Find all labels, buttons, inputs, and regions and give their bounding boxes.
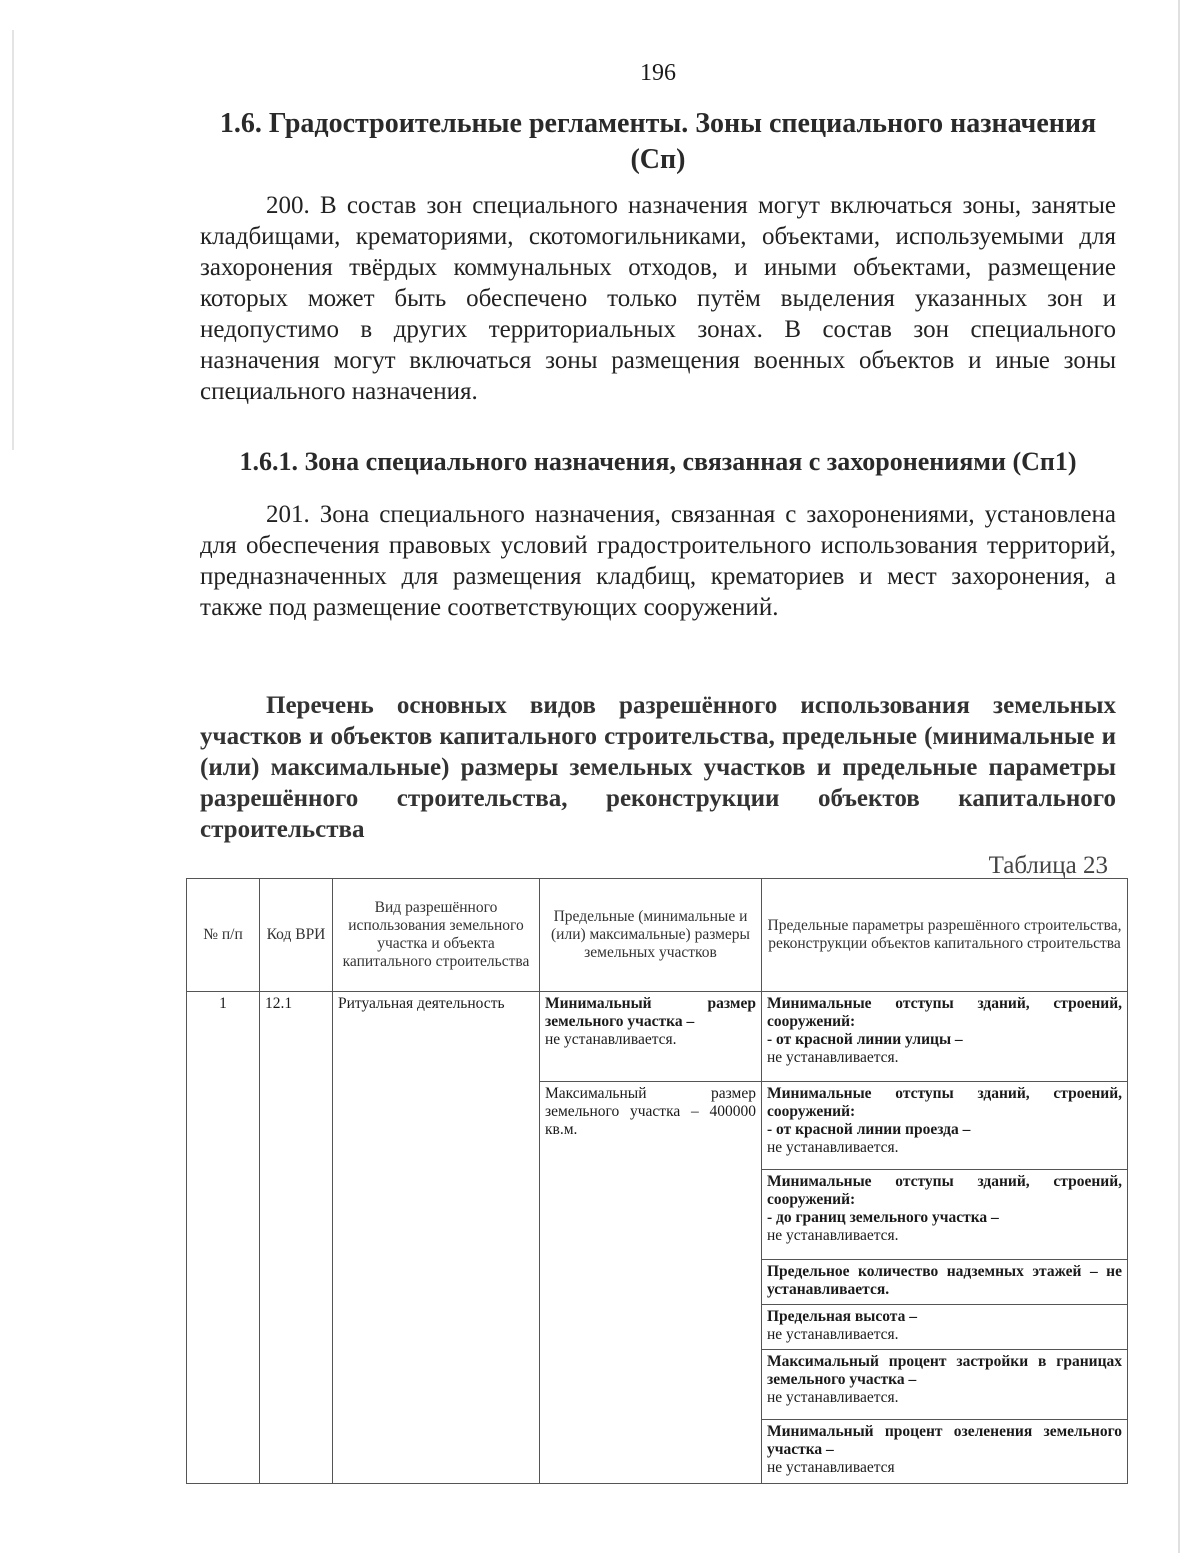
- param-cell: [762, 992, 1128, 1082]
- header-sizes: Предельные (минимальные и (или) максимальные) размеры земельных участков: [540, 879, 762, 992]
- param-cell: [762, 1082, 1128, 1170]
- table-header-row: [187, 879, 1128, 992]
- list-title-text: Перечень основных видов разрешённого использования земельных участков и объектов капитального строительства, предельные (минимальные и (или) максимальные) размеры земельных участков и предельные параметры разрешённого строительства, реконструкции объектов капитального строительства: [200, 692, 1116, 843]
- param-title: Предельная высота –: [767, 1308, 917, 1325]
- header-use: Вид разрешённого использования земельного участка и объекта капитального строительства: [333, 879, 540, 992]
- param-title: Предельное количество надземных этажей – не устанавливается.: [767, 1263, 1122, 1298]
- param-title: Минимальные отступы зданий, строений, сооружений:: [767, 1173, 1122, 1208]
- param-title: Минимальный процент озеленения земельного участка –: [767, 1423, 1122, 1458]
- size-min-cell: [540, 992, 762, 1082]
- param-value: не устанавливается.: [767, 1389, 899, 1406]
- param-cell: [762, 1305, 1128, 1350]
- list-title: [200, 690, 1116, 845]
- paragraph-200: [200, 190, 1116, 407]
- paragraph-201-text: 201. Зона специального назначения, связанная с захоронениями, установлена для обеспечения правовых условий градостроительного использования территорий, предназначенных для размещения кладбищ, крематориев и мест захоронения, а также под размещение соответствующих сооружений.: [200, 501, 1116, 621]
- row-code: 12.1: [260, 992, 333, 1484]
- param-cell: [762, 1260, 1128, 1305]
- param-value: не устанавливается: [767, 1459, 895, 1476]
- header-code: Код ВРИ: [260, 879, 333, 992]
- param-value: не устанавливается.: [767, 1139, 899, 1156]
- row-num: 1: [187, 992, 260, 1484]
- param-cell: [762, 1420, 1128, 1484]
- subsection-heading: 1.6.1. Зона специального назначения, связанная с захоронениями (Сп1): [239, 447, 1077, 476]
- param-cell: [762, 1170, 1128, 1260]
- param-value: не устанавливается.: [767, 1049, 899, 1066]
- table-caption: Таблица 23: [988, 852, 1108, 879]
- table-row: [187, 992, 1128, 1082]
- scan-edge-left: [12, 30, 14, 450]
- param-detail: - до границ земельного участка –: [767, 1209, 999, 1226]
- page-number: 196: [640, 60, 676, 86]
- param-title: Минимальные отступы зданий, строений, сооружений:: [767, 1085, 1122, 1120]
- header-params: Предельные параметры разрешённого строительства, реконструкции объектов капитального строительства: [762, 879, 1128, 992]
- size-min-label: Минимальный размер земельного участка –: [545, 995, 756, 1030]
- param-cell: [762, 1350, 1128, 1420]
- row-use: Ритуальная деятельность: [333, 992, 540, 1484]
- size-max: Максимальный размер земельного участка – 400000 кв.м.: [545, 1085, 756, 1138]
- header-num: № п/п: [187, 879, 260, 992]
- size-max-cell: [540, 1082, 762, 1484]
- size-min-value: не устанавливается.: [545, 1031, 677, 1048]
- paragraph-200-text: 200. В состав зон специального назначения могут включаться зоны, занятые кладбищами, крематориями, скотомогильниками, объектами, используемыми для захоронения твёрдых коммунальных отходов, и иными объектами, размещение которых может быть обеспечено только путём выделения указанных зон и недопустимо в других территориальных зонах. В состав зон специального назначения могут включаться зоны размещения военных объектов и иные зоны специального назначения.: [200, 192, 1116, 405]
- scan-edge-right: [1178, 0, 1180, 1553]
- section-heading: 1.6. Градостроительные регламенты. Зоны специального назначения (Сп): [219, 108, 1097, 175]
- param-value: не устанавливается.: [767, 1227, 899, 1244]
- param-detail: - от красной линии проезда –: [767, 1121, 971, 1138]
- param-detail: - от красной линии улицы –: [767, 1031, 963, 1048]
- param-title: Максимальный процент застройки в границах земельного участка –: [767, 1353, 1122, 1388]
- paragraph-201: [200, 499, 1116, 623]
- param-title: Минимальные отступы зданий, строений, сооружений:: [767, 995, 1122, 1030]
- regulations-table: [186, 878, 1128, 1484]
- param-value: не устанавливается.: [767, 1326, 899, 1343]
